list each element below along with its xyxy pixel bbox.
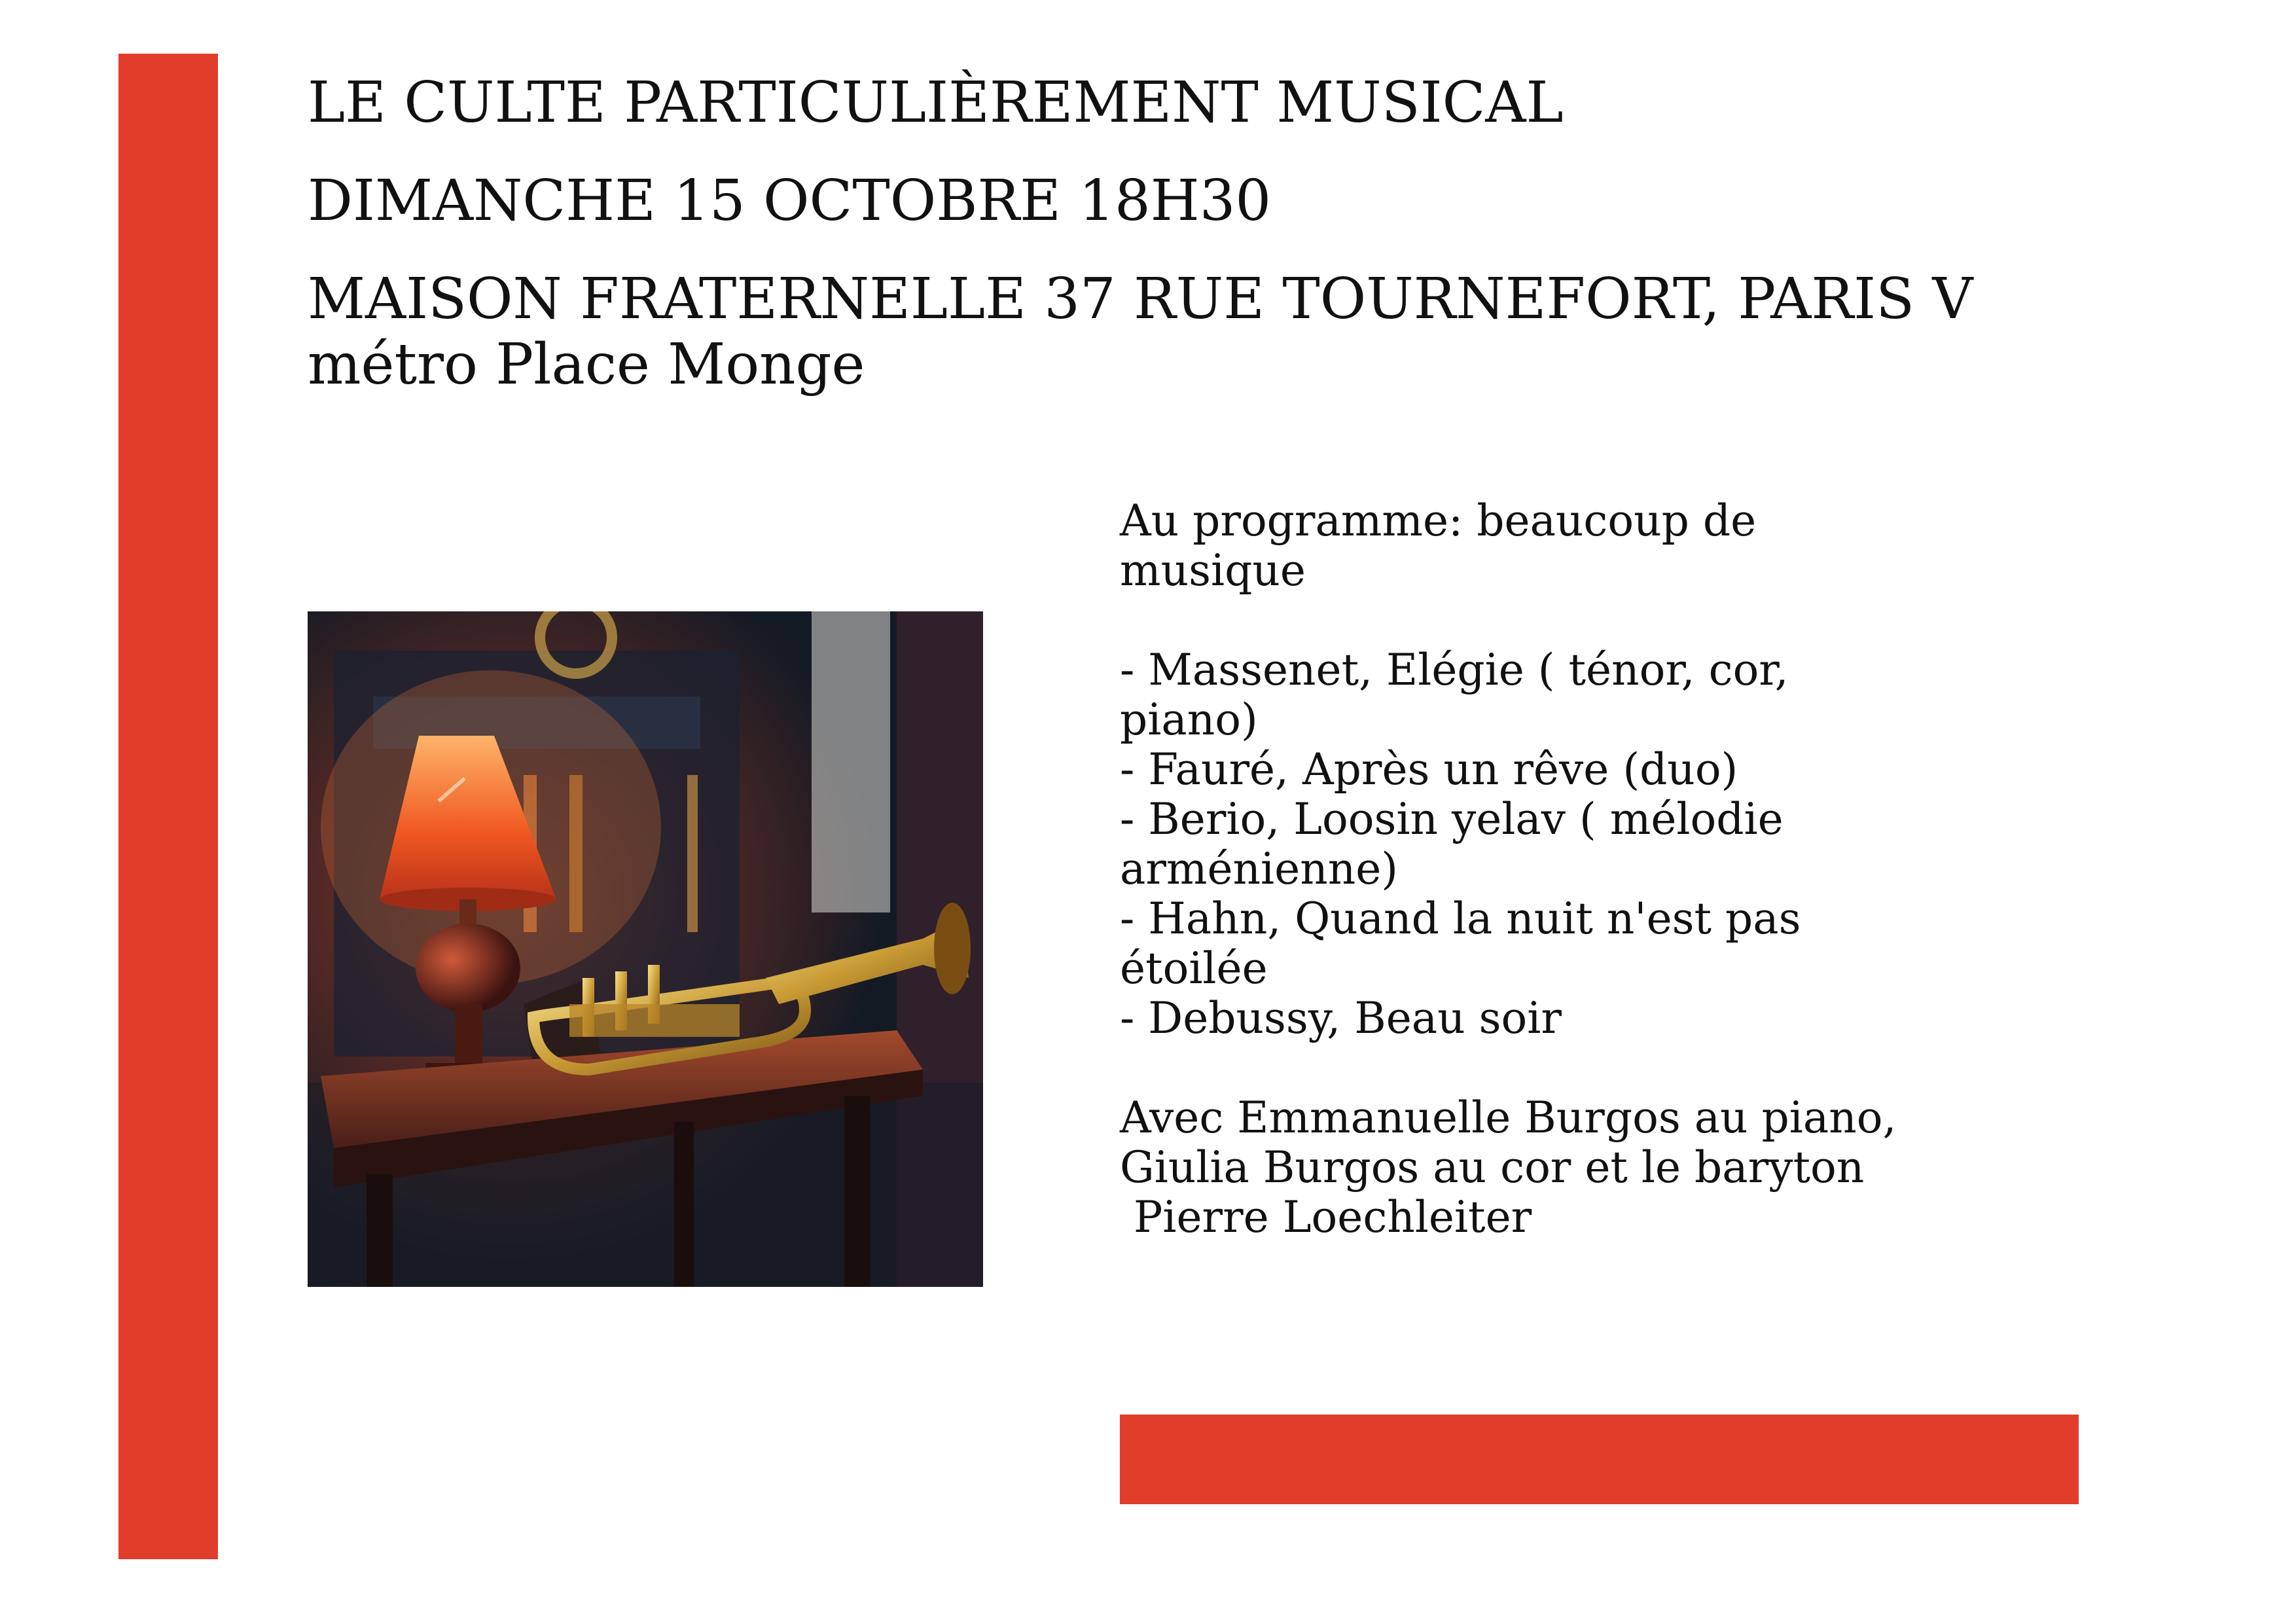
program-item: étoilée xyxy=(1120,943,1268,994)
performers-line: Avec Emmanuelle Burgos au piano, xyxy=(1120,1092,1897,1143)
event-header xyxy=(308,69,2206,399)
event-title: LE CULTE PARTICULIÈREMENT MUSICAL xyxy=(308,70,1564,135)
program-item: - Massenet, Elégie ( ténor, cor, xyxy=(1120,645,1789,695)
program-item: piano) xyxy=(1120,695,1258,745)
program-item: - Berio, Loosin yelav ( mélodie xyxy=(1120,794,1784,844)
program-item: - Hahn, Quand la nuit n'est pas xyxy=(1120,893,1801,944)
event-metro: métro Place Monge xyxy=(308,332,865,397)
program-item: - Fauré, Après un rêve (duo) xyxy=(1120,744,1738,795)
performers-line: Pierre Loechleiter xyxy=(1120,1192,1532,1242)
program-item: - Debussy, Beau soir xyxy=(1120,993,1562,1043)
lamp-trumpet-photo xyxy=(308,611,983,1287)
program-intro-cont: musique xyxy=(1120,545,1306,596)
program-item: arménienne) xyxy=(1120,844,1399,894)
event-location: MAISON FRATERNELLE 37 RUE TOURNEFORT, PARIS V xyxy=(308,266,1973,332)
bottom-accent-bar xyxy=(1120,1415,2079,1504)
program-section xyxy=(1120,496,2069,1242)
left-accent-bar xyxy=(118,54,218,1559)
event-date: DIMANCHE 15 OCTOBRE 18H30 xyxy=(308,168,1272,234)
program-intro: Au programme: beaucoup de xyxy=(1120,496,1757,546)
performers-line: Giulia Burgos au cor et le baryton xyxy=(1120,1142,1865,1193)
